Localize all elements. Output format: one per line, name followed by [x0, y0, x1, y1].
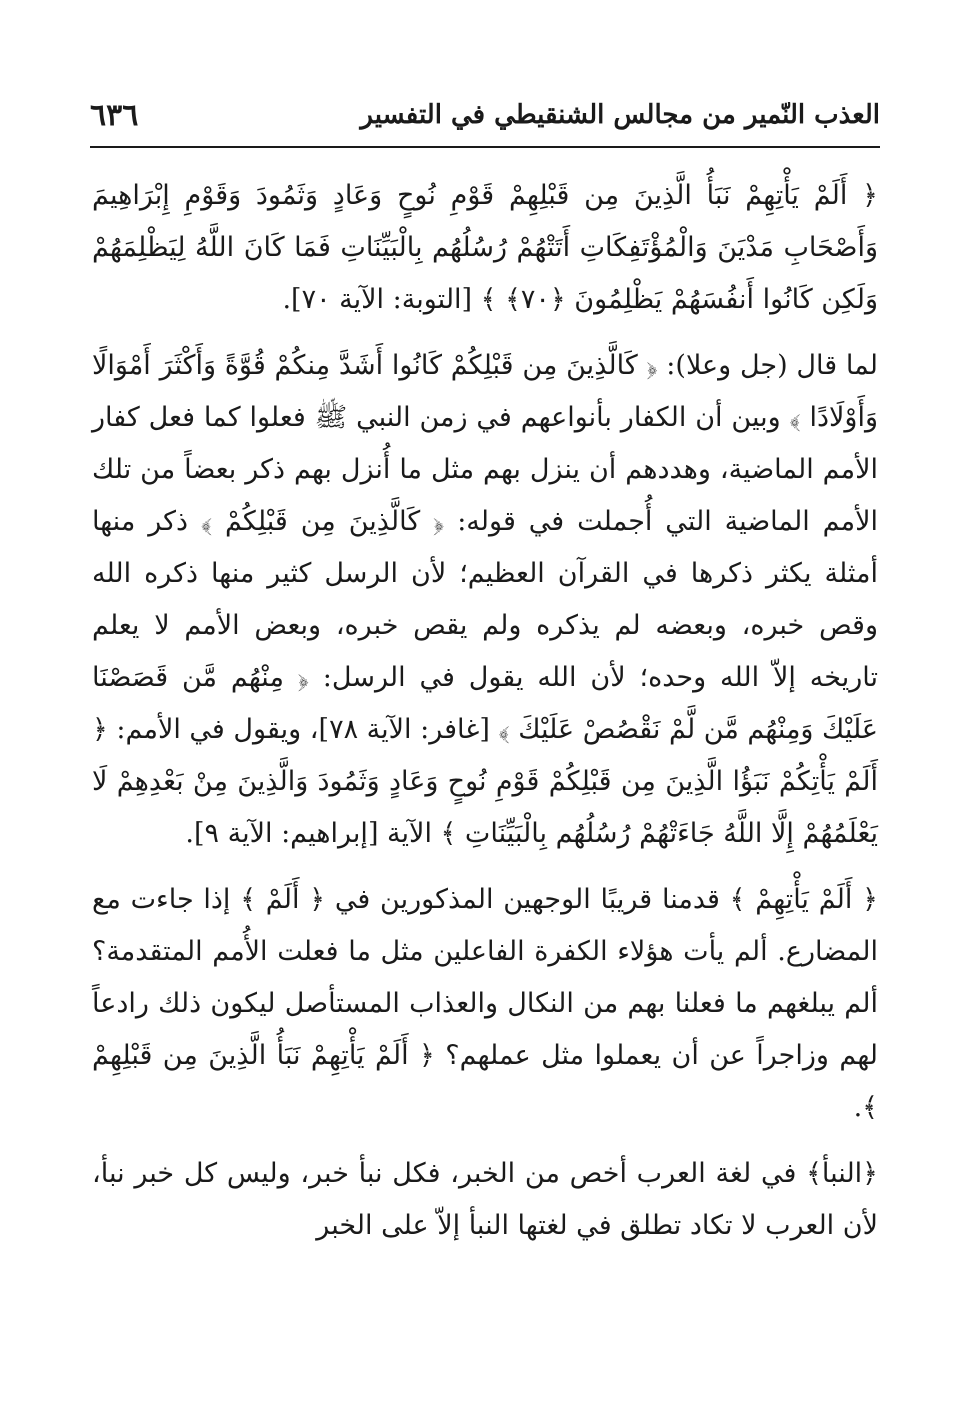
page-body: [92, 170, 878, 1252]
paragraph-naba: ﴿النبأ﴾ في لغة العرب أخص من الخبر، فكل نبأ خبر، وليس كل خبر نبأ، لأن العرب لا تكاد تطلق في لغتها النبأ إلاّ على الخبر: [92, 1158, 878, 1241]
book-title: العذب النّمير من مجالس الشنقيطي في التفسير: [360, 100, 880, 130]
header-divider: [90, 146, 880, 148]
paragraph-alam-yatihim: ﴿ أَلَمْ يَأْتِهِمْ ﴾ قدمنا قريبًا الوجهين المذكورين في ﴿ أَلَمْ ﴾ إذا جاءت مع المضارع. ألم يأت هؤلاء الكفرة الفاعلين مثل ما فعلت الأُمم المتقدمة؟ ألم يبلغهم ما فعلنا بهم من النكال والعذاب المستأصل ليكون ذلك رادعاً لهم وزاجراً عن أن يعملوا مثل عملهم؟ ﴿ أَلَمْ يَأْتِهِمْ نَبَأُ الَّذِينَ مِن قَبْلِهِمْ ﴾.: [92, 884, 878, 1123]
running-head: [90, 98, 880, 142]
paragraph-verse-tawbah-70: ﴿ أَلَمْ يَأْتِهِمْ نَبَأُ الَّذِينَ مِن قَبْلِهِمْ قَوْمِ نُوحٍ وَعَادٍ وَثَمُودَ وَقَوْمِ إِبْرَاهِيمَ وَأَصْحَابِ مَدْيَنَ وَالْمُؤْتَفِكَاتِ أَتَتْهُمْ رُسُلُهُم بِالْبَيِّنَاتِ فَمَا كَانَ اللَّهُ لِيَظْلِمَهُمْ وَلَكِن كَانُوا أَنفُسَهُمْ يَظْلِمُونَ ﴿٧٠﴾ ﴾ [التوبة: الآية ٧٠].: [92, 180, 878, 315]
page-number: ٦٣٦: [90, 98, 139, 133]
paragraph-commentary: لما قال (جل وعلا): ﴿ كَالَّذِينَ مِن قَبْلِكُمْ كَانُوا أَشَدَّ مِنكُمْ قُوَّةً وَأَكْثَرَ أَمْوَالًا وَأَوْلَادًا ﴾ وبين أن الكفار بأنواعهم في زمن النبي ﷺ فعلوا كما فعل كفار الأمم الماضية، وهددهم أن ينزل بهم مثل ما أُنزل بهم ذكر بعضاً من تلك الأمم الماضية التي أُجملت في قوله: ﴿ كَالَّذِينَ مِن قَبْلِكُمْ ﴾ ذكر منها أمثلة يكثر ذكرها في القرآن العظيم؛ لأن الرسل كثير منها ذكره الله وقص خبره، وبعضه لم يذكره ولم يقص خبره، وبعض الأمم لا يعلم تاريخه إلاّ الله وحده؛ لأن الله يقول في الرسل: ﴿ مِنْهُم مَّن قَصَصْنَا عَلَيْكَ وَمِنْهُم مَّن لَّمْ نَقْصُصْ عَلَيْكَ ﴾ [غافر: الآية ٧٨]، ويقول في الأمم: ﴿ أَلَمْ يَأْتِكُمْ نَبَؤُا الَّذِينَ مِن قَبْلِكُمْ قَوْمِ نُوحٍ وَعَادٍ وَثَمُودَ وَالَّذِينَ مِنْ بَعْدِهِمْ لَا يَعْلَمُهُمْ إِلَّا اللَّهُ جَاءَتْهُمْ رُسُلُهُم بِالْبَيِّنَاتِ ﴾ الآية [إبراهيم: الآية ٩].: [92, 350, 879, 849]
